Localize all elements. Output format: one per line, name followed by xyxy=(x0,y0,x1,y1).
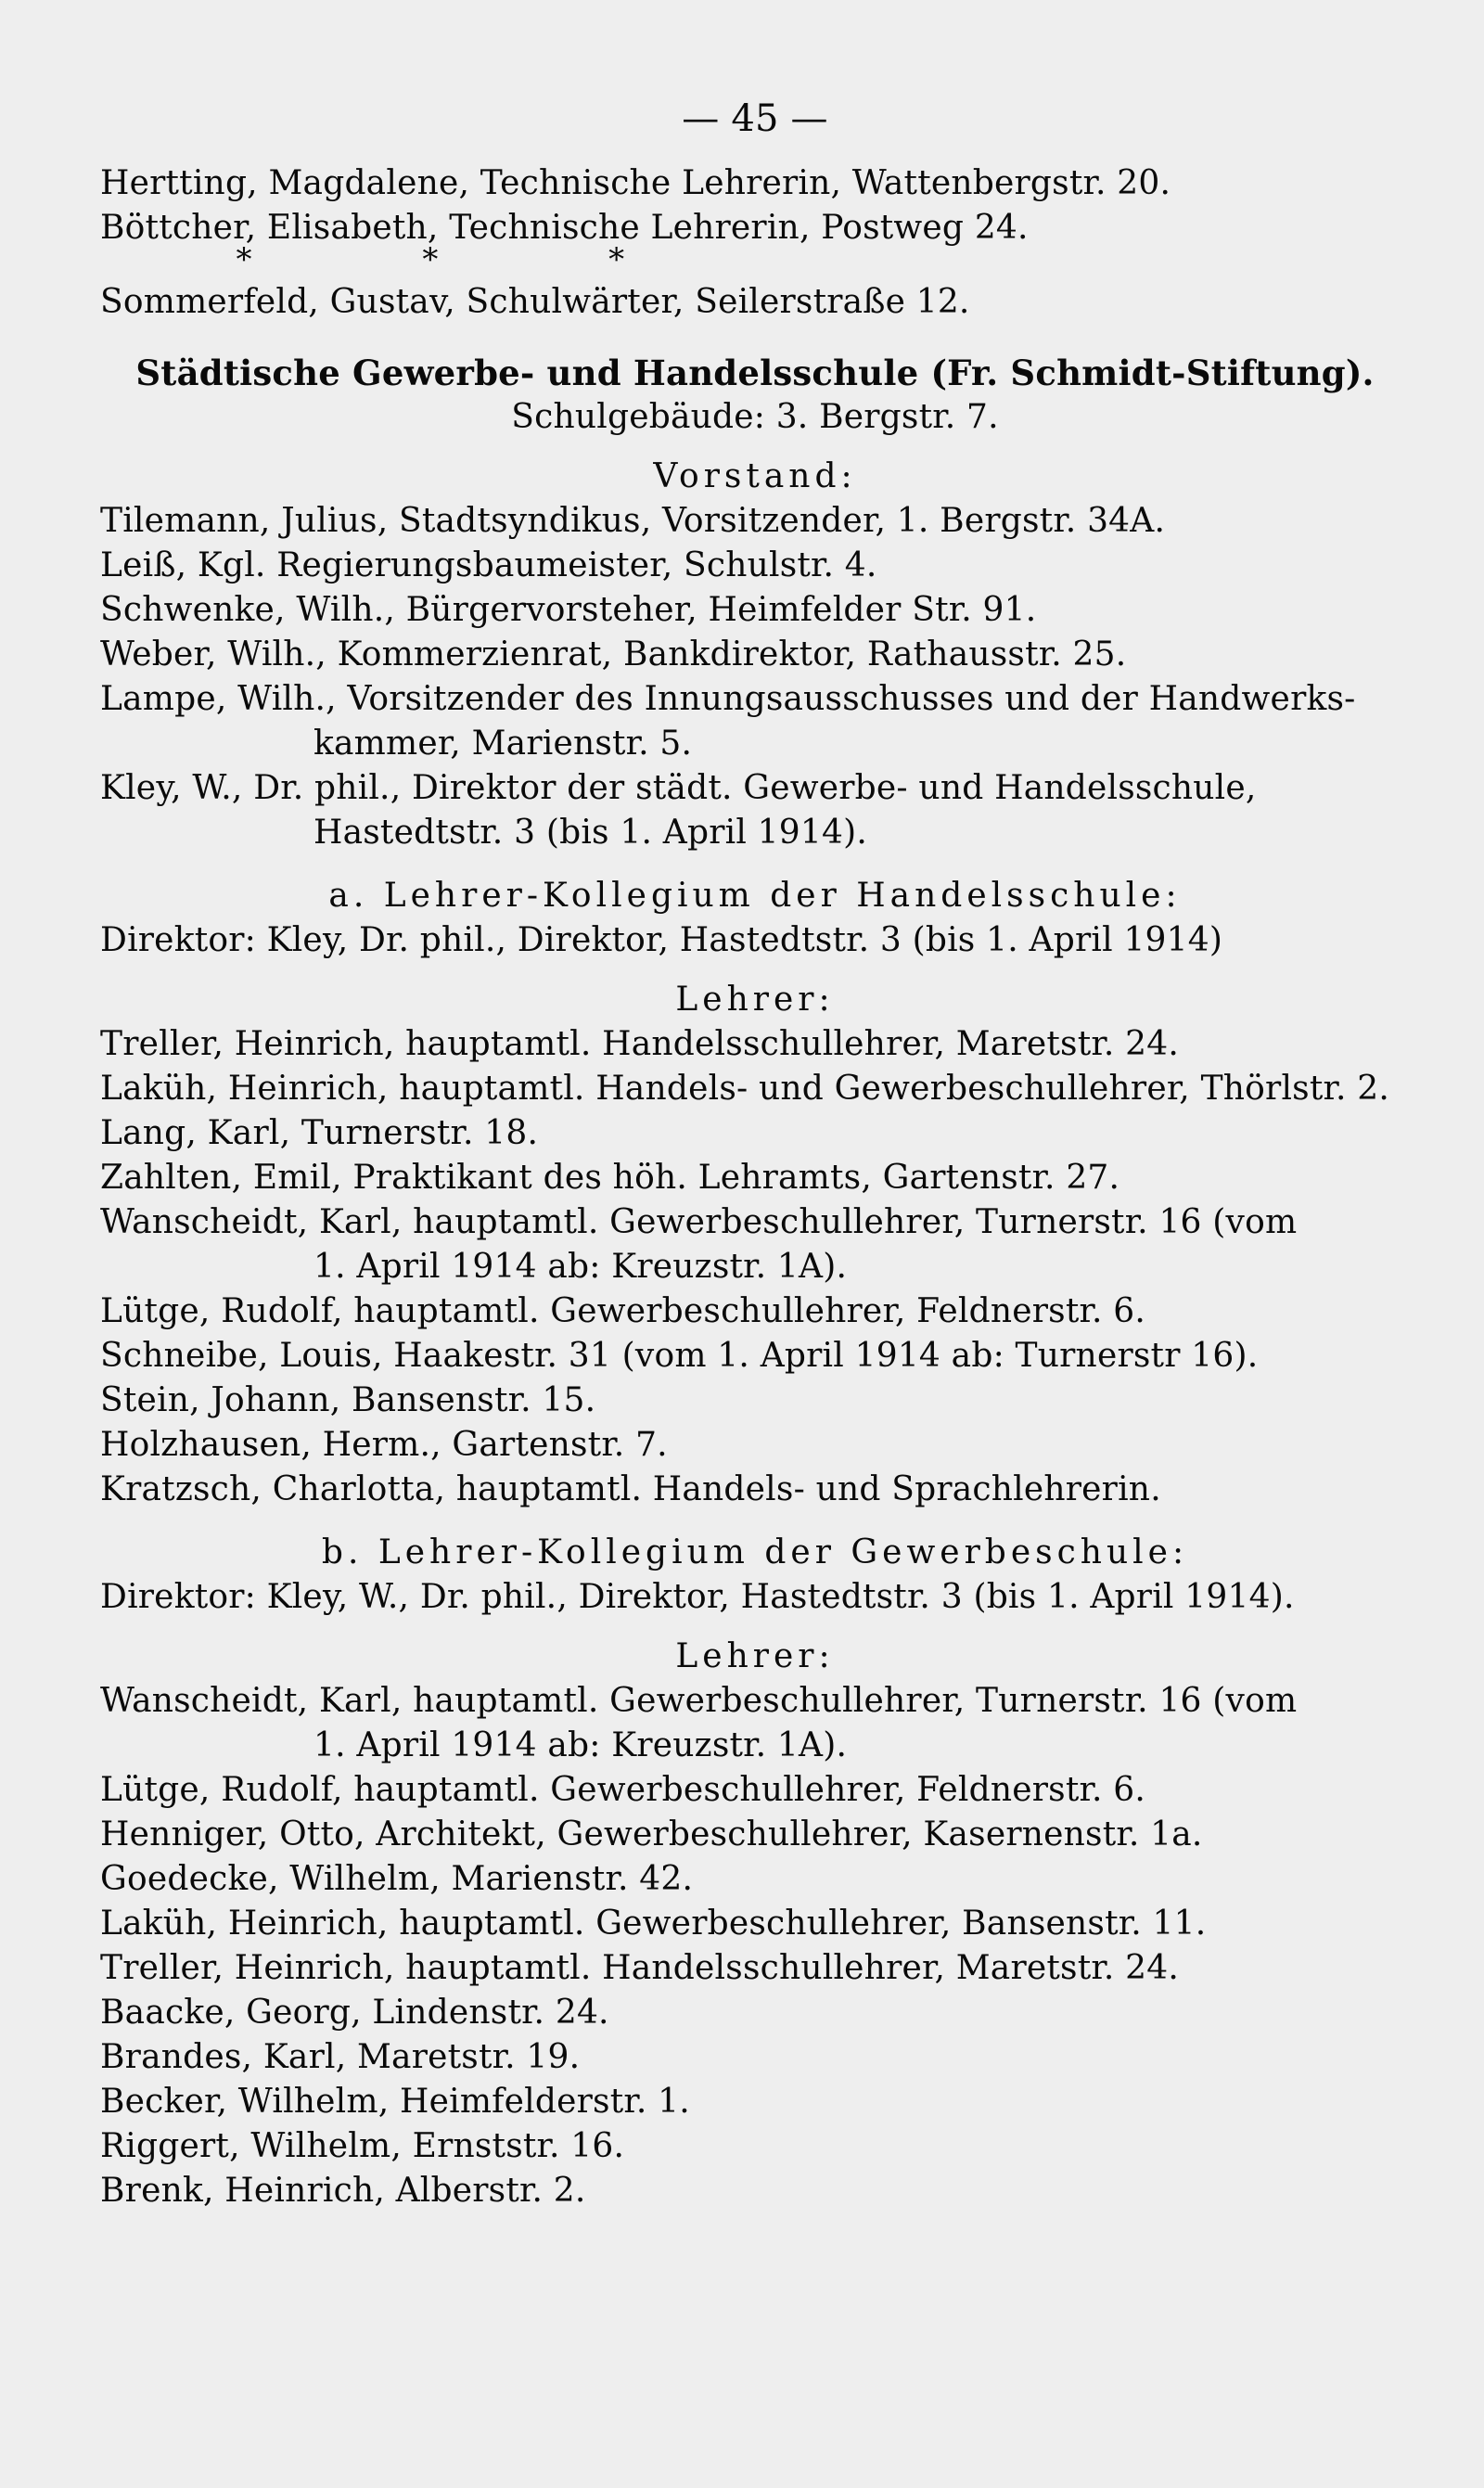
separator-star: * xyxy=(236,241,252,278)
list-item: Kley, W., Dr. phil., Direktor der städt. Gewerbe- und Handelsschule, xyxy=(100,769,1257,807)
janitor-entry: Sommerfeld, Gustav, Schulwärter, Seilerstraße 12. xyxy=(100,283,970,321)
list-item: Kratzsch, Charlotta, hauptamtl. Handels- und Sprachlehrerin. xyxy=(100,1470,1161,1508)
school-building: Schulgebäude: 3. Bergstr. 7. xyxy=(511,398,999,436)
list-item: Lütge, Rudolf, hauptamtl. Gewerbeschullehrer, Feldnerstr. 6. xyxy=(100,1292,1145,1330)
list-item: Lampe, Wilh., Vorsitzender des Innungsausschusses und der Handwerks- xyxy=(100,680,1356,718)
list-item: Wanscheidt, Karl, hauptamtl. Gewerbeschullehrer, Turnerstr. 16 (vom xyxy=(100,1682,1298,1720)
page-number: — 45 — xyxy=(682,97,828,140)
list-item: Hertting, Magdalene, Technische Lehrerin, Wattenbergstr. 20. xyxy=(100,164,1171,202)
section-a-director: Direktor: Kley, Dr. phil., Direktor, Hastedtstr. 3 (bis 1. April 1914) xyxy=(100,921,1223,959)
section-a-teachers-heading: Lehrer: xyxy=(675,981,835,1019)
list-item: Treller, Heinrich, hauptamtl. Handelsschullehrer, Maretstr. 24. xyxy=(100,1949,1179,1987)
list-item: Goedecke, Wilhelm, Marienstr. 42. xyxy=(100,1860,694,1898)
list-item: Stein, Johann, Bansenstr. 15. xyxy=(100,1381,596,1419)
list-item: Tilemann, Julius, Stadtsyndikus, Vorsitzender, 1. Bergstr. 34A. xyxy=(100,502,1166,540)
list-item: Laküh, Heinrich, hauptamtl. Gewerbeschullehrer, Bansenstr. 11. xyxy=(100,1904,1207,1943)
list-item: Becker, Wilhelm, Heimfelderstr. 1. xyxy=(100,2083,690,2121)
section-b-teachers-heading: Lehrer: xyxy=(675,1637,835,1675)
list-item: Weber, Wilh., Kommerzienrat, Bankdirektor, Rathausstr. 25. xyxy=(100,635,1127,673)
list-item: Riggert, Wilhelm, Ernststr. 16. xyxy=(100,2127,625,2165)
staff-top-list xyxy=(100,161,1410,250)
list-item-continuation: 1. April 1914 ab: Kreuzstr. 1A). xyxy=(313,1248,848,1286)
separator-star: * xyxy=(422,241,439,278)
list-item: Henniger, Otto, Architekt, Gewerbeschullehrer, Kasernenstr. 1a. xyxy=(100,1815,1203,1853)
board-heading: Vorstand: xyxy=(653,457,857,495)
list-item: Lang, Karl, Turnerstr. 18. xyxy=(100,1114,539,1152)
school-title: Städtische Gewerbe- und Handelsschule (Fr. Schmidt-Stiftung). xyxy=(135,353,1375,393)
list-item: Laküh, Heinrich, hauptamtl. Handels- und Gewerbeschullehrer, Thörlstr. 2. xyxy=(100,1070,1390,1108)
section-b-heading: b. Lehrer-Kollegium der Gewerbeschule: xyxy=(321,1533,1189,1571)
list-item: Brenk, Heinrich, Alberstr. 2. xyxy=(100,2172,586,2210)
list-item: Holzhausen, Herm., Gartenstr. 7. xyxy=(100,1426,668,1464)
list-item-continuation: kammer, Marienstr. 5. xyxy=(313,725,693,763)
list-item: Brandes, Karl, Maretstr. 19. xyxy=(100,2038,581,2076)
list-item: Schwenke, Wilh., Bürgervorsteher, Heimfelder Str. 91. xyxy=(100,591,1037,629)
separator-stars xyxy=(100,241,1410,280)
section-b-teacher-list xyxy=(100,1679,1410,2213)
section-a-heading: a. Lehrer-Kollegium der Handelsschule: xyxy=(328,877,1182,915)
separator-star: * xyxy=(608,241,625,278)
section-a-teacher-list xyxy=(100,1022,1410,1512)
list-item: Zahlten, Emil, Praktikant des höh. Lehramts, Gartenstr. 27. xyxy=(100,1159,1120,1197)
list-item: Lütge, Rudolf, hauptamtl. Gewerbeschullehrer, Feldnerstr. 6. xyxy=(100,1771,1145,1809)
list-item: Baacke, Georg, Lindenstr. 24. xyxy=(100,1994,609,2032)
list-item-continuation: 1. April 1914 ab: Kreuzstr. 1A). xyxy=(313,1726,848,1764)
list-item: Böttcher, Elisabeth, Technische Lehrerin, Postweg 24. xyxy=(100,209,1029,247)
list-item: Treller, Heinrich, hauptamtl. Handelsschullehrer, Maretstr. 24. xyxy=(100,1025,1179,1063)
board-list xyxy=(100,499,1410,855)
section-b-director: Direktor: Kley, W., Dr. phil., Direktor, Hastedtstr. 3 (bis 1. April 1914). xyxy=(100,1578,1295,1616)
list-item: Wanscheidt, Karl, hauptamtl. Gewerbeschullehrer, Turnerstr. 16 (vom xyxy=(100,1203,1298,1241)
list-item: Leiß, Kgl. Regierungsbaumeister, Schulstr. 4. xyxy=(100,546,877,584)
list-item-continuation: Hastedtstr. 3 (bis 1. April 1914). xyxy=(313,814,867,852)
list-item: Schneibe, Louis, Haakestr. 31 (vom 1. April 1914 ab: Turnerstr 16). xyxy=(100,1337,1259,1375)
